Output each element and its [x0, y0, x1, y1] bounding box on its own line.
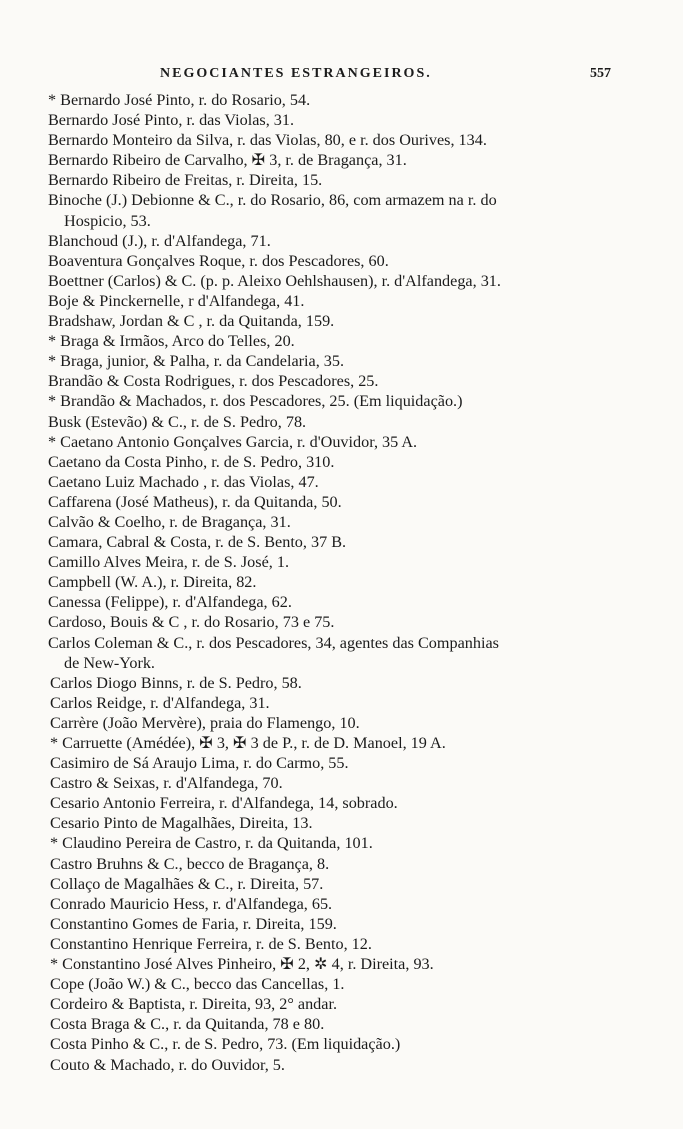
entry-text: Costa Pinho & C., r. de S. Pedro, 73. (Em liquidação.): [50, 1035, 401, 1054]
directory-entry: [48, 673, 628, 693]
directory-entry: [48, 271, 628, 291]
entry-text: Campbell (W. A.), r. Direita, 82.: [48, 573, 257, 592]
entry-text: Castro Bruhns & C., becco de Bragança, 8.: [50, 854, 330, 873]
directory-entry: [48, 914, 628, 934]
page-number: 557: [590, 66, 611, 81]
directory-entry: [48, 813, 628, 833]
entry-text: Collaço de Magalhães & C., r. Direita, 57.: [50, 874, 324, 893]
directory-entry: [48, 854, 628, 874]
running-title: NEGOCIANTES ESTRANGEIROS.: [160, 66, 432, 81]
entry-text: Conrado Mauricio Hess, r. d'Alfandega, 65.: [50, 894, 333, 913]
directory-entry: [48, 371, 628, 391]
entry-text: Carlos Diogo Binns, r. de S. Pedro, 58.: [50, 673, 302, 692]
entry-text: Caetano da Costa Pinho, r. de S. Pedro, 310.: [48, 452, 335, 471]
directory-entry: [48, 994, 628, 1014]
entry-text: Camillo Alves Meira, r. de S. José, 1.: [48, 553, 289, 572]
directory-entry: [48, 251, 628, 271]
entry-text: Caffarena (José Matheus), r. da Quitanda, 50.: [48, 492, 342, 511]
directory-entry: [48, 592, 628, 612]
entry-text: Boaventura Gonçalves Roque, r. dos Pescadores, 60.: [48, 251, 389, 270]
entry-text: * Braga & Irmãos, Arco do Telles, 20.: [48, 332, 295, 351]
directory-entry: [48, 974, 628, 994]
directory-entry: [48, 432, 628, 452]
entry-text: Costa Braga & C., r. da Quitanda, 78 e 80.: [50, 1015, 325, 1034]
entry-text: Bradshaw, Jordan & C , r. da Quitanda, 159.: [48, 312, 335, 331]
entry-text: Caetano Luiz Machado , r. das Violas, 47.: [48, 472, 319, 491]
directory-entry: [48, 90, 628, 110]
entry-text: Carlos Reidge, r. d'Alfandega, 31.: [50, 693, 270, 712]
entry-text: Cesario Pinto de Magalhães, Direita, 13.: [50, 814, 313, 833]
entry-text: Constantino Henrique Ferreira, r. de S. Bento, 12.: [50, 934, 372, 953]
entry-text: * Braga, junior, & Palha, r. da Candelaria, 35.: [48, 352, 345, 371]
entry-text: Casimiro de Sá Araujo Lima, r. do Carmo, 55.: [50, 754, 349, 773]
directory-entry: [48, 311, 628, 331]
directory-entry: [48, 532, 628, 552]
entry-text: * Bernardo José Pinto, r. do Rosario, 54.: [48, 91, 311, 109]
entry-text: Castro & Seixas, r. d'Alfandega, 70.: [50, 774, 283, 793]
directory-entry: [48, 572, 628, 592]
directory-entry: [48, 894, 628, 914]
directory-entry: [48, 934, 628, 954]
entry-text: Calvão & Coelho, r. de Bragança, 31.: [48, 512, 291, 531]
directory-entry: [48, 733, 628, 753]
directory-entry: [48, 231, 628, 251]
entry-text: Bernardo José Pinto, r. das Violas, 31.: [48, 111, 295, 130]
entry-text: Blanchoud (J.), r. d'Alfandega, 71.: [48, 231, 271, 250]
entry-text: Cesario Antonio Ferreira, r. d'Alfandega, 14, sobrado.: [50, 794, 398, 813]
directory-entry: [48, 633, 628, 673]
entry-text: * Caetano Antonio Gonçalves Garcia, r. d'Ouvidor, 35 A.: [48, 432, 418, 451]
directory-entry: [48, 130, 628, 150]
directory-entry: [48, 512, 628, 532]
entry-text: * Brandão & Machados, r. dos Pescadores, 25. (Em liquidação.): [48, 392, 463, 411]
directory-entry: [48, 693, 628, 713]
entry-text: Canessa (Felippe), r. d'Alfandega, 62.: [48, 593, 292, 612]
directory-entry: [48, 713, 628, 733]
entry-text: Camara, Cabral & Costa, r. de S. Bento, 37 B.: [48, 533, 347, 552]
directory-entry: [48, 391, 628, 411]
entry-text: Bernardo Monteiro da Silva, r. das Violas, 80, e r. dos Ourives, 134.: [48, 131, 487, 150]
directory-entry: [48, 1014, 628, 1034]
directory-entry: [48, 331, 628, 351]
entry-text: Binoche (J.) Debionne & C., r. do Rosario, 86, com armazem na r. do: [48, 191, 497, 210]
directory-entry: [48, 773, 628, 793]
entry-continuation: de New-York.: [64, 653, 155, 672]
directory-entry: [48, 291, 628, 311]
directory-entry: [48, 190, 628, 230]
entry-text: Carlos Coleman & C., r. dos Pescadores, 34, agentes das Companhias: [48, 633, 499, 652]
directory-entry: [48, 833, 628, 853]
entry-text: Cardoso, Bouis & C , r. do Rosario, 73 e 75.: [48, 613, 335, 632]
entry-text: Cope (João W.) & C., becco das Cancellas, 1.: [50, 975, 345, 994]
directory-entry: [48, 492, 628, 512]
directory-entry: [48, 793, 628, 813]
directory-entry: [48, 110, 628, 130]
directory-entry: [48, 954, 628, 974]
directory-entry: [48, 874, 628, 894]
entry-text: Couto & Machado, r. do Ouvidor, 5.: [50, 1055, 285, 1074]
entry-text: Carrère (João Mervère), praia do Flamengo, 10.: [50, 713, 360, 732]
directory-entry: [48, 412, 628, 432]
merchant-directory-list: [48, 90, 628, 1075]
entry-text: Cordeiro & Baptista, r. Direita, 93, 2° andar.: [50, 995, 337, 1014]
directory-entry: [48, 753, 628, 773]
directory-entry: [48, 472, 628, 492]
directory-entry: [48, 170, 628, 190]
entry-text: * Claudino Pereira de Castro, r. da Quitanda, 101.: [50, 834, 373, 853]
directory-entry: [48, 452, 628, 472]
page-header: [0, 62, 683, 86]
entry-text: Busk (Estevão) & C., r. de S. Pedro, 78.: [48, 412, 307, 431]
directory-entry: [48, 351, 628, 371]
entry-text: Boettner (Carlos) & C. (p. p. Aleixo Oehlshausen), r. d'Alfandega, 31.: [48, 271, 501, 290]
entry-text: * Constantino José Alves Pinheiro, ✠ 2, ✲ 4, r. Direita, 93.: [50, 955, 434, 974]
entry-text: * Carruette (Amédée), ✠ 3, ✠ 3 de P., r. de D. Manoel, 19 A.: [50, 734, 446, 752]
directory-entry: [48, 612, 628, 632]
entry-continuation: Hospicio, 53.: [64, 211, 151, 230]
entry-text: Constantino Gomes de Faria, r. Direita, 159.: [50, 914, 337, 933]
entry-text: Brandão & Costa Rodrigues, r. dos Pescadores, 25.: [48, 372, 379, 391]
directory-entry: [48, 1055, 628, 1075]
entry-text: Bernardo Ribeiro de Carvalho, ✠ 3, r. de Bragança, 31.: [48, 151, 407, 170]
directory-entry: [48, 150, 628, 170]
directory-entry: [48, 552, 628, 572]
directory-entry: [48, 1034, 628, 1054]
entry-text: Boje & Pinckernelle, r d'Alfandega, 41.: [48, 291, 305, 310]
entry-text: Bernardo Ribeiro de Freitas, r. Direita, 15.: [48, 171, 323, 190]
